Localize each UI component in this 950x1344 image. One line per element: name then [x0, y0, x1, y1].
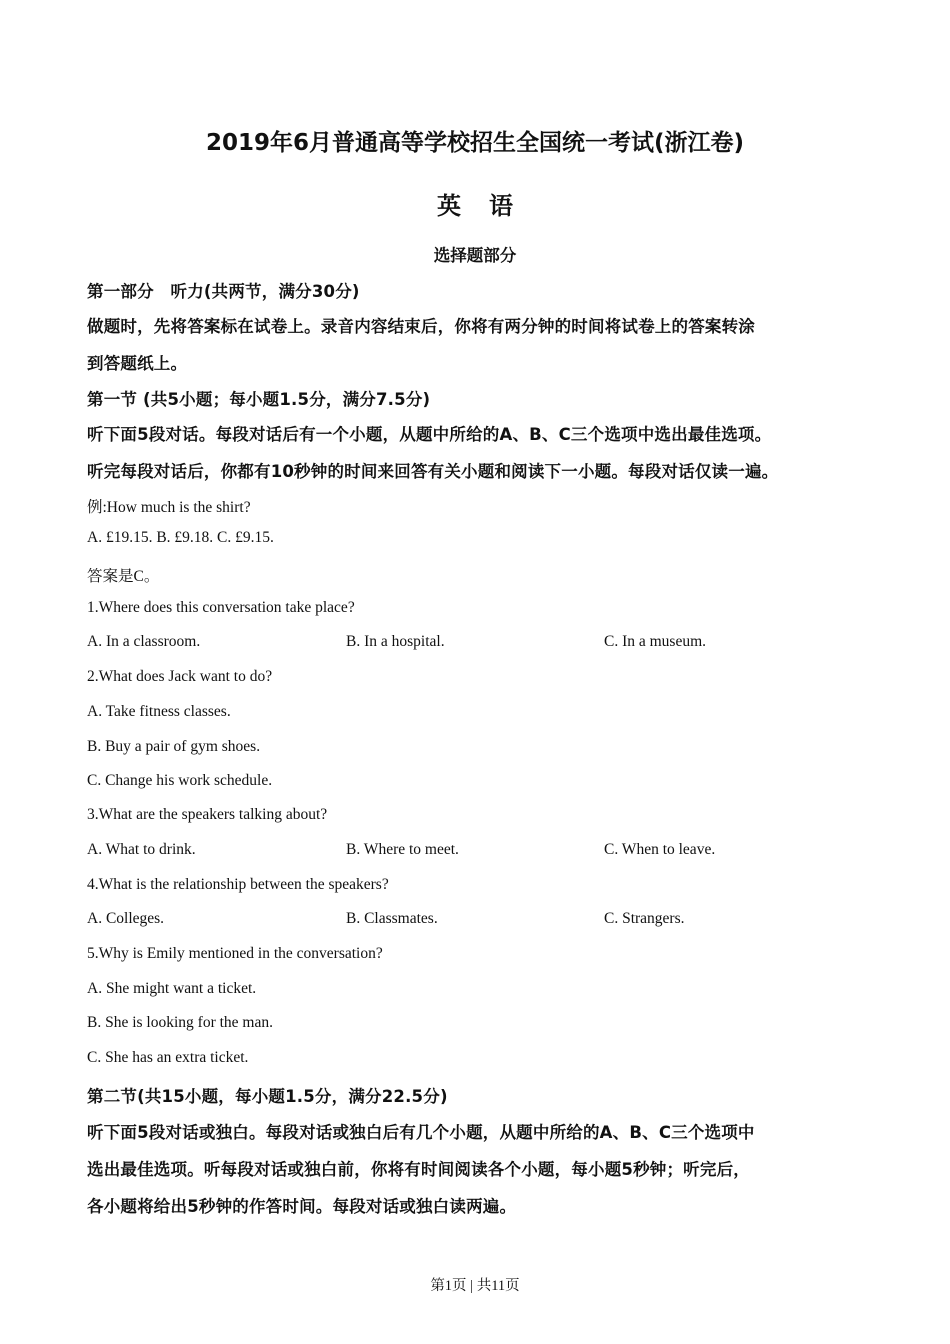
- question-1-text: 1.Where does this conversation take place?: [87, 599, 355, 616]
- question-1-options: [87, 633, 887, 655]
- question-2-option-c: C. Change his work schedule.: [87, 772, 273, 789]
- question-3-options: [87, 841, 887, 863]
- section1-instruction-line-1: 听下面5段对话。每段对话后有一个小题，从题中所给的A、B、C三个选项中选出最佳选项。: [87, 425, 772, 444]
- section-label: 选择题部分: [433, 246, 517, 265]
- page-footer: 第1页 | 共11页: [430, 1278, 520, 1294]
- question-1-option-a: A. In a classroom.: [87, 633, 201, 650]
- question-4-option-b: B. Classmates.: [346, 910, 438, 927]
- question-1-option-c: C. In a museum.: [604, 633, 707, 650]
- exam-title: 2019年6月普通高等学校招生全国统一考试(浙江卷): [205, 130, 745, 156]
- example-answer: 答案是C。: [87, 568, 160, 585]
- section1-heading: 第一节 (共5小题；每小题1.5分，满分7.5分): [87, 390, 431, 409]
- question-2-text: 2.What does Jack want to do?: [87, 668, 273, 685]
- question-5-text: 5.Why is Emily mentioned in the conversation?: [87, 945, 383, 962]
- question-2-option-b: B. Buy a pair of gym shoes.: [87, 738, 261, 755]
- example-options: A. £19.15. B. £9.18. C. £9.15.: [87, 529, 274, 546]
- part1-heading: 第一部分 听力(共两节，满分30分): [87, 282, 360, 301]
- section2-heading: 第二节(共15小题，每小题1.5分，满分22.5分): [87, 1087, 448, 1106]
- section1-instruction-line-2: 听完每段对话后，你都有10秒钟的时间来回答有关小题和阅读下一小题。每段对话仅读一遍。: [87, 462, 779, 481]
- section2-instruction-line-3: 各小题将给出5秒钟的作答时间。每段对话或独白读两遍。: [87, 1197, 517, 1216]
- question-5-option-c: C. She has an extra ticket.: [87, 1049, 249, 1066]
- question-2-option-a: A. Take fitness classes.: [87, 703, 231, 720]
- question-3-option-b: B. Where to meet.: [346, 841, 459, 858]
- part1-instruction-line-1: 做题时，先将答案标在试卷上。录音内容结束后，你将有两分钟的时间将试卷上的答案转涂: [87, 317, 755, 336]
- question-4-options: [87, 910, 887, 932]
- question-4-option-c: C. Strangers.: [604, 910, 685, 927]
- section2-instruction-line-2: 选出最佳选项。听每段对话或独白前，你将有时间阅读各个小题，每小题5秒钟；听完后，: [87, 1160, 750, 1179]
- subject-title: 英语: [437, 192, 541, 220]
- example-question: 例:How much is the shirt?: [87, 499, 251, 516]
- question-1-option-b: B. In a hospital.: [346, 633, 445, 650]
- section2-instruction-line-1: 听下面5段对话或独白。每段对话或独白后有几个小题，从题中所给的A、B、C三个选项中: [87, 1123, 755, 1142]
- question-3-option-c: C. When to leave.: [604, 841, 716, 858]
- question-4-text: 4.What is the relationship between the speakers?: [87, 876, 389, 893]
- question-4-option-a: A. Colleges.: [87, 910, 165, 927]
- question-3-text: 3.What are the speakers talking about?: [87, 806, 328, 823]
- part1-instruction-line-2: 到答题纸上。: [87, 354, 188, 373]
- question-5-option-b: B. She is looking for the man.: [87, 1014, 273, 1031]
- question-5-option-a: A. She might want a ticket.: [87, 980, 257, 997]
- question-3-option-a: A. What to drink.: [87, 841, 196, 858]
